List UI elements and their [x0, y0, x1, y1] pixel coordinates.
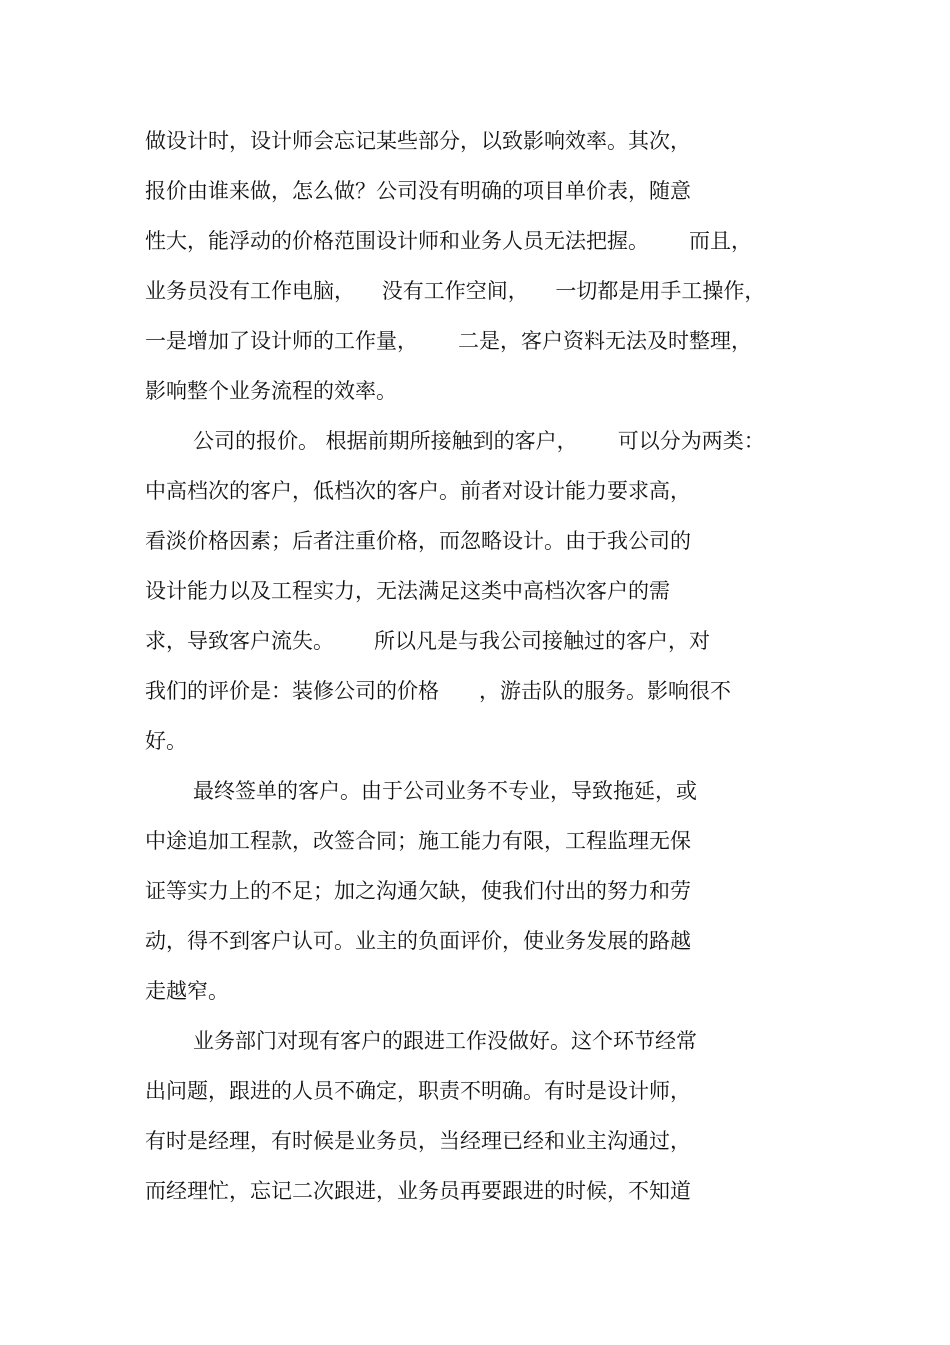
paragraph-2-line-2: 中高档次的客户，低档次的客户。前者对设计能力要求高，: [145, 479, 691, 503]
paragraph-1-line-2: 报价由谁来做，怎么做？公司没有明确的项目单价表，随意: [145, 179, 691, 203]
paragraph-2-line-6: 我们的评价是：装修公司的价格 ，游击队的服务。影响很不: [145, 679, 732, 703]
paragraph-1-line-5: 一是增加了设计师的工作量， 二是，客户资料无法及时整理，: [145, 329, 753, 353]
paragraph-1-line-3: 性大，能浮动的价格范围设计师和业务人员无法把握。 而且，: [145, 229, 753, 253]
paragraph-4-line-4: 而经理忙，忘记二次跟进，业务员再要跟进的时候，不知道: [145, 1179, 691, 1203]
paragraph-1-line-1: 做设计时，设计师会忘记某些部分，以致影响效率。其次，: [145, 129, 691, 153]
paragraph-4-line-3: 有时是经理，有时候是业务员，当经理已经和业主沟通过，: [145, 1129, 691, 1153]
paragraph-1-line-6: 影响整个业务流程的效率。: [145, 379, 397, 403]
paragraph-4-line-2: 出问题，跟进的人员不确定，职责不明确。有时是设计师，: [145, 1079, 691, 1103]
paragraph-2-line-5: 求，导致客户流失。 所以凡是与我公司接触过的客户，对: [145, 629, 711, 653]
paragraph-2-line-3: 看淡价格因素；后者注重价格，而忽略设计。由于我公司的: [145, 529, 691, 553]
paragraph-3-line-3: 证等实力上的不足；加之沟通欠缺，使我们付出的努力和劳: [145, 879, 691, 903]
paragraph-3-line-2: 中途追加工程款，改签合同；施工能力有限，工程监理无保: [145, 829, 691, 853]
paragraph-3-line-4: 动，得不到客户认可。业主的负面评价，使业务发展的路越: [145, 929, 691, 953]
paragraph-2-line-4: 设计能力以及工程实力，无法满足这类中高档次客户的需: [145, 579, 670, 603]
paragraph-4-line-1: 业务部门对现有客户的跟进工作没做好。这个环节经常: [193, 1029, 697, 1053]
paragraph-3-line-5: 走越窄。: [145, 979, 229, 1003]
paragraph-2-line-7: 好。: [145, 729, 187, 753]
paragraph-3-line-1: 最终签单的客户。由于公司业务不专业，导致拖延，或: [193, 779, 697, 803]
paragraph-2-line-1: 公司的报价。 根据前期所接触到的客户， 可以分为两类：: [193, 429, 765, 453]
paragraph-1-line-4: 业务员没有工作电脑， 没有工作空间， 一切都是用手工操作，: [145, 279, 766, 303]
